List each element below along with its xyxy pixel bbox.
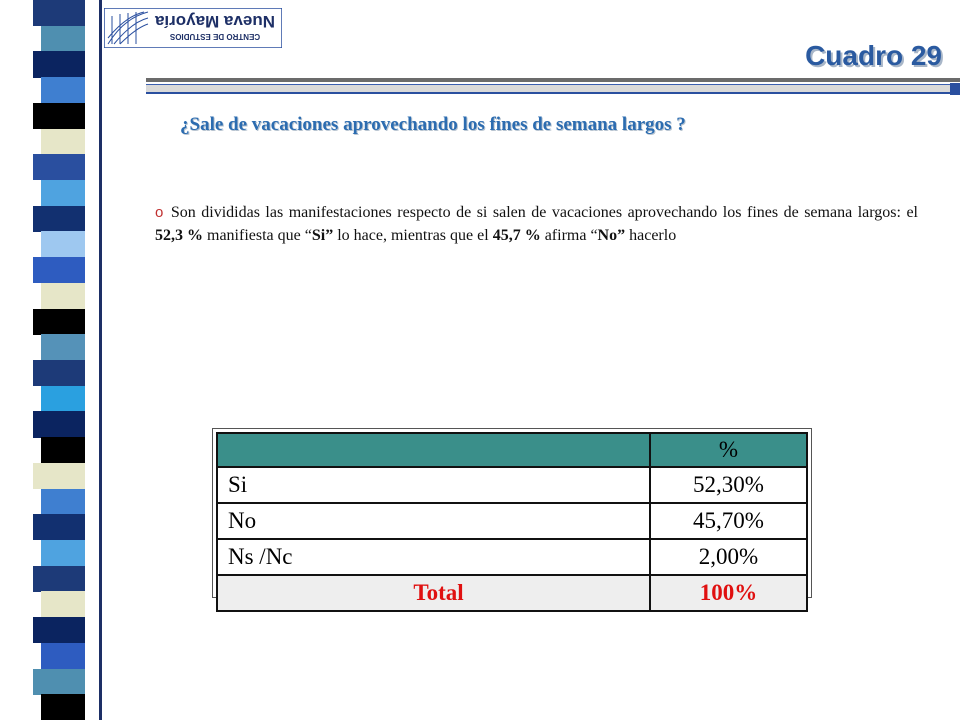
side-bar-square [41, 540, 85, 566]
table-header-row [217, 433, 807, 467]
side-bar-square [41, 489, 85, 515]
para-bold-3: 45,7 % [492, 227, 541, 244]
page-title: Cuadro 29 [805, 40, 942, 71]
row-value: 52,30% [650, 467, 807, 503]
header-rule-top [146, 78, 960, 82]
decorative-side-bar [33, 0, 85, 720]
logo-line1: CENTRO DE ESTUDIOS [169, 32, 261, 41]
para-text-3: lo hace, mientras que el [333, 227, 493, 244]
side-bar-square [33, 309, 85, 335]
side-bar-square [41, 26, 85, 52]
side-bar-square [33, 411, 85, 437]
total-label: Total [217, 575, 650, 611]
side-bar-square [33, 103, 85, 129]
side-bar-square [33, 51, 85, 77]
side-bar-square [33, 360, 85, 386]
results-table-frame [212, 428, 812, 605]
side-bar-square [33, 617, 85, 643]
side-bar-square [41, 180, 85, 206]
side-bar-square [33, 206, 85, 232]
side-bar-square [41, 231, 85, 257]
side-bar-square [33, 257, 85, 283]
para-text-4: afirma “ [540, 227, 598, 244]
summary-paragraph [155, 201, 918, 247]
row-label: Ns /Nc [217, 539, 650, 575]
para-bold-1: 52,3 % [155, 227, 203, 244]
para-bold-4: No” [597, 227, 626, 244]
side-bar-square [33, 566, 85, 592]
side-bar-square [41, 643, 85, 669]
header-label-cell [217, 433, 650, 467]
table-row [217, 539, 807, 575]
decorative-vertical-line [99, 0, 102, 720]
para-text-5: hacerlo [625, 227, 677, 244]
para-bold-2: Si” [311, 227, 334, 244]
side-bar-square [33, 154, 85, 180]
side-bar-square [41, 437, 85, 463]
side-bar-square [33, 669, 85, 695]
side-bar-square [33, 514, 85, 540]
side-bar-square [41, 334, 85, 360]
side-bar-square [41, 283, 85, 309]
nueva-mayoria-logo [104, 8, 282, 48]
side-bar-square [41, 129, 85, 155]
side-bar-square [33, 0, 85, 26]
table-total-row [217, 575, 807, 611]
header-percent-cell: % [650, 433, 807, 467]
header-rule-bottom [146, 84, 960, 94]
bullet-icon: o [155, 204, 164, 221]
question-heading: ¿Sale de vacaciones aprovechando los fines de semana largos ? [180, 114, 686, 135]
logo-line2: Nueva Mayoría [155, 12, 275, 31]
row-label: Si [217, 467, 650, 503]
table-row [217, 503, 807, 539]
side-bar-square [41, 77, 85, 103]
side-bar-square [41, 694, 85, 720]
table-row [217, 467, 807, 503]
para-text-1: Son divididas las manifestaciones respecto de si salen de vacaciones aprovechando los fines de semana largos: el [165, 204, 918, 221]
row-value: 2,00% [650, 539, 807, 575]
side-bar-square [41, 386, 85, 412]
side-bar-square [41, 591, 85, 617]
results-table [216, 432, 808, 612]
row-label: No [217, 503, 650, 539]
row-value: 45,70% [650, 503, 807, 539]
side-bar-square [33, 463, 85, 489]
total-value: 100% [650, 575, 807, 611]
para-text-2: manifiesta que “ [203, 227, 312, 244]
